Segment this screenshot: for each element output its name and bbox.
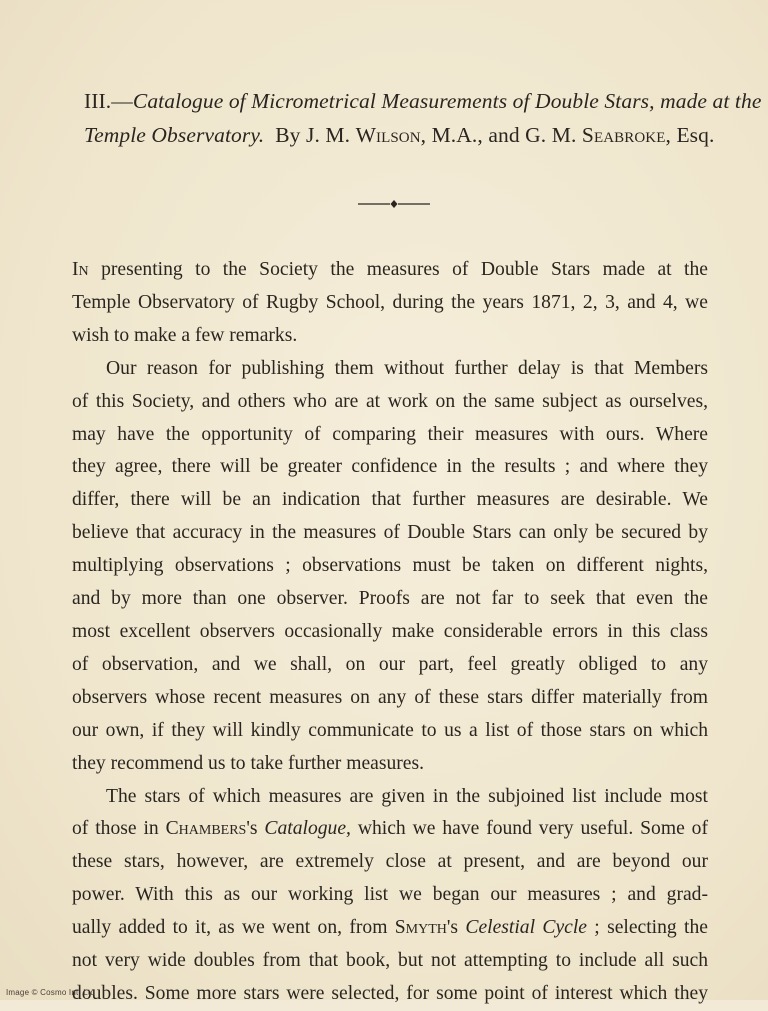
text-line (72, 813, 708, 846)
author-name-chambers: Chambers (165, 818, 247, 840)
title-numeral: III. (84, 89, 112, 113)
paragraph-2 (72, 353, 708, 781)
ornament-divider (356, 198, 432, 210)
author-name-smyth: Smyth (394, 917, 447, 939)
text-line: believe that accuracy in the measures of Double Stars can only be secured by (72, 522, 708, 544)
paragraph-3 (72, 781, 708, 1011)
title-italic-part-1: Catalogue of Micrometrical Measurements of Double Stars, made at the (132, 89, 762, 113)
text-line: and by more than one observer. Proofs are not far to seek that even the (72, 588, 708, 610)
text-line: Temple Observatory of Rugby School, during the years 1871, 2, 3, and 4, we (72, 291, 708, 313)
article-title (84, 84, 762, 152)
text-line: multiplying observations ; observations must be taken on different nights, (72, 555, 708, 577)
text-line: power. With this as our working list we began our measures ; and grad- (72, 884, 708, 906)
text-line: our own, if they will kindly communicate to us a list of those stars on which (72, 719, 708, 741)
title-degree: , M.A., and G. M. (420, 123, 582, 147)
text-line: differ, there will be an indication that further measures are desirable. We (72, 489, 708, 511)
article-body (72, 254, 708, 1011)
text-span: presenting to the Society the measures of Double Stars made at the (88, 259, 708, 280)
title-suffix: , Esq. (665, 123, 715, 147)
title-by: By J. M. (275, 123, 356, 147)
text-line: these stars, however, are extremely close at present, and are beyond our (72, 851, 708, 873)
text-span: ; selecting the (586, 917, 708, 939)
title-italic-part-2: Temple Observatory. (84, 123, 265, 147)
title-author-2: Seabroke (581, 123, 666, 147)
text-line: not very wide doubles from that book, but not attempting to include all such (72, 950, 708, 972)
title-dash: — (111, 89, 133, 113)
text-line: Our reason for publishing them without further delay is that Members (106, 357, 708, 379)
text-line: wish to make a few remarks. (72, 324, 298, 346)
text-line: most excellent observers occasionally make considerable errors in this class (72, 620, 708, 642)
text-line (72, 254, 708, 287)
text-line: observers whose recent measures on any of these stars differ materially from (72, 686, 708, 708)
text-span: which we have found very useful. Some of (350, 818, 708, 840)
text-span: ually added to it, as we went on, from (72, 917, 395, 939)
title-line-2 (84, 118, 724, 152)
title-author-1: Wilson (355, 123, 421, 147)
text-line: of this Society, and others who are at work on the same subject as ourselves, (72, 390, 708, 412)
text-line: they recommend us to take further measures. (72, 752, 425, 774)
text-span: of those in (72, 818, 166, 840)
book-title-catalogue: Catalogue, (264, 818, 351, 840)
text-line: they agree, there will be greater confidence in the results ; and where they (72, 456, 708, 478)
paragraph-1 (72, 254, 708, 353)
text-line: doubles. Some more stars were selected, for some point of interest which they (72, 982, 708, 1004)
text-span: 's (446, 917, 466, 939)
text-span: 's (246, 818, 265, 840)
text-line: of observation, and we shall, on our part, feel greatly obliged to any (72, 653, 708, 675)
text-line: The stars of which measures are given in the subjoined list include most (106, 785, 708, 807)
text-line (72, 912, 708, 945)
book-title-celestial-cycle: Celestial Cycle (465, 917, 587, 939)
title-line-1 (84, 84, 762, 118)
lead-word: In (72, 259, 89, 280)
copyright-watermark: Image © Cosmo Int. Ltd (6, 988, 95, 997)
text-line: may have the opportunity of comparing their measures with ours. Where (72, 423, 708, 445)
